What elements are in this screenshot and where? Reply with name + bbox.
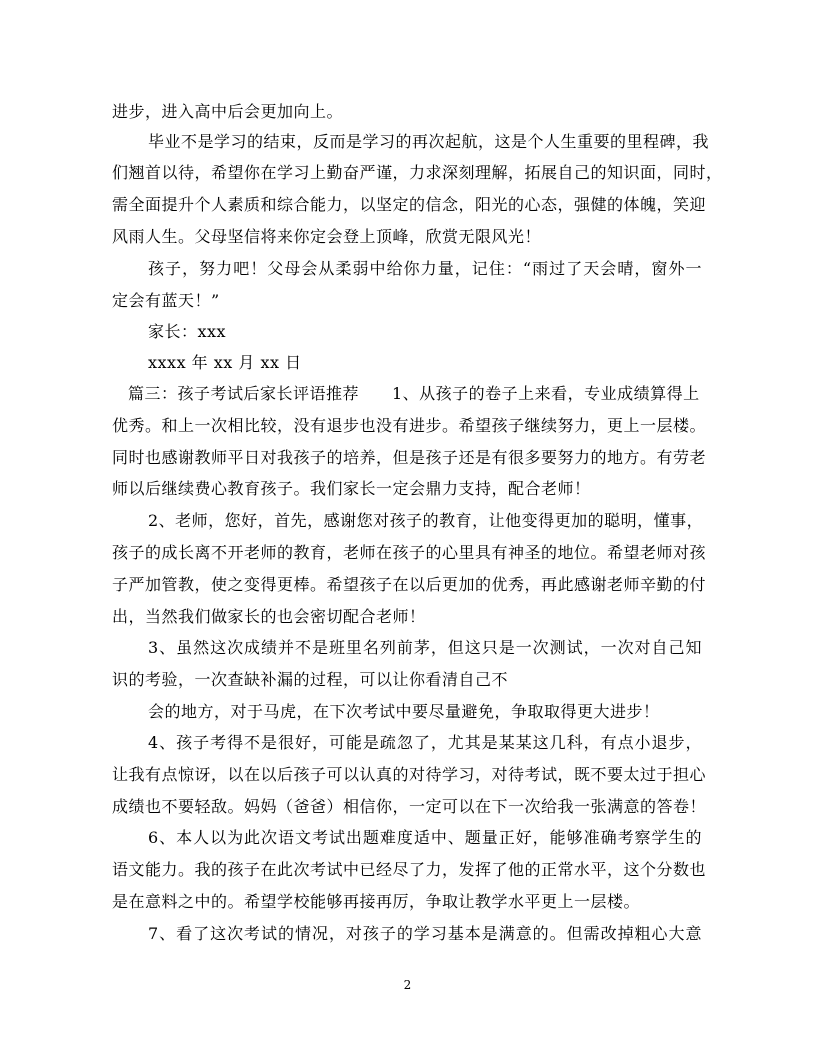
text-line-4: 需全面提升个人素质和综合能力，以坚定的信念，阳光的心态，强健的体魄，笑迎 bbox=[112, 195, 707, 214]
text-line-11: 优秀。和上一次相比较，没有退步也没有进步。希望孩子继续努力，更上一层楼。 bbox=[112, 416, 707, 435]
text-line-24: 6、本人以为此次语文考试出题难度适中、题量正好，能够准确考察学生的 bbox=[148, 828, 702, 847]
text-line-1: 进步，进入高中后会更加向上。 bbox=[112, 102, 344, 121]
text-line-27: 7、看了这次考试的情况，对孩子的学习基本是满意的。但需改掉粗心大意 bbox=[148, 924, 702, 943]
text-line-13: 师以后继续费心教育孩子。我们家长一定会鼎力支持，配合老师！ bbox=[112, 479, 591, 498]
text-line-18: 3、虽然这次成绩并不是班里名列前茅，但这只是一次测试，一次对自己知 bbox=[148, 638, 702, 657]
text-line-16: 子严加管教，使之变得更棒。希望孩子在以后更加的优秀，再此感谢老师辛勤的付 bbox=[112, 575, 707, 594]
page-number: 2 bbox=[403, 978, 412, 992]
text-line-7: 定会有蓝天！” bbox=[112, 291, 220, 310]
text-line-15: 孩子的成长离不开老师的教育，老师在孩子的心里具有神圣的地位。希望老师对孩 bbox=[112, 543, 707, 562]
text-line-26: 是在意料之中的。希望学校能够再接再厉，争取让教学水平更上一层楼。 bbox=[112, 892, 641, 911]
text-line-12: 同时也感谢教师平日对我孩子的培养，但是孩子还是有很多要努力的地方。有劳老 bbox=[112, 448, 707, 467]
text-line-22: 让我有点惊讶，以在以后孩子可以认真的对待学习，对待考试，既不要太过于担心 bbox=[112, 765, 707, 784]
text-line-23: 成绩也不要轻敌。妈妈（爸爸）相信你，一定可以在下一次给我一张满意的答卷！ bbox=[112, 797, 707, 816]
text-line-5: 风雨人生。父母坚信将来你定会登上顶峰，欣赏无限风光！ bbox=[112, 227, 542, 246]
section-heading-line: 篇三：孩子考试后家长评语推荐 1、从孩子的卷子上来看，专业成绩算得上 bbox=[128, 384, 700, 403]
text-line-20: 会的地方，对于马虎，在下次考试中要尽量避免，争取取得更大进步！ bbox=[148, 702, 660, 721]
text-line-2: 毕业不是学习的结束，反而是学习的再次起航，这是个人生重要的里程碑，我 bbox=[148, 132, 710, 151]
signature-parent: 家长：xxx bbox=[148, 322, 227, 341]
text-line-21: 4、孩子考得不是很好，可能是疏忽了，尤其是某某这几科，有点小退步， bbox=[148, 733, 702, 752]
text-line-14: 2、老师，您好，首先，感谢您对孩子的教育，让他变得更加的聪明，懂事， bbox=[148, 511, 704, 530]
signature-date: xxxx 年 xx 月 xx 日 bbox=[148, 353, 302, 372]
text-line-25: 语文能力。我的孩子在此次考试中已经尽了力，发挥了他的正常水平，这个分数也 bbox=[112, 860, 707, 879]
text-line-17: 出，当然我们做家长的也会密切配合老师！ bbox=[112, 607, 426, 626]
text-line-3: 们翘首以待，希望你在学习上勤奋严谨，力求深刻理解，拓展自己的知识面，同时， bbox=[112, 163, 723, 182]
text-line-19: 识的考验，一次查缺补漏的过程，可以让你看清自己不 bbox=[112, 670, 509, 689]
text-line-6: 孩子，努力吧！父母会从柔弱中给你力量，记住：“雨过了天会晴，窗外一 bbox=[148, 259, 702, 278]
